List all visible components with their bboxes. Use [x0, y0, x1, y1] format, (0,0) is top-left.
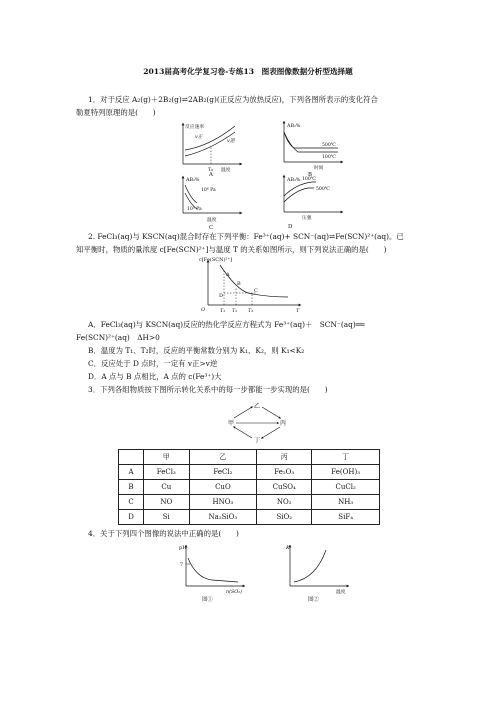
q1-chart-d	[278, 172, 358, 230]
node-yi: 乙	[254, 403, 261, 410]
chart-a-xlabel: 温度	[221, 168, 231, 173]
table-cell: Fe₂O₃	[257, 465, 312, 480]
chart-c-ylabel: AB₂%	[186, 178, 200, 183]
table-header-row	[119, 450, 380, 465]
table-cell: CuO	[189, 480, 257, 495]
table-cell: Na₂SiO₃	[189, 510, 257, 525]
chart-c-caption: C	[209, 225, 214, 229]
q3-options-table	[118, 449, 380, 525]
chart-d-s1: 100℃	[302, 177, 316, 182]
q2-option-a-line2: Fe(SCN)²⁺(aq) ΔH>0	[76, 333, 160, 342]
chart-c-xlabel: 温度	[207, 218, 217, 223]
q2-option-d: D．A 点与 B 点相比，A 点的 c(Fe³⁺)大	[88, 372, 222, 381]
table-cell: C	[119, 495, 144, 510]
node-ding: 丁	[254, 437, 261, 444]
q2-t1: T₁	[220, 309, 226, 314]
chart-a-caption: A	[209, 172, 213, 176]
table-cell: B	[119, 480, 144, 495]
chart-a-t0: T₀	[208, 168, 214, 173]
chart-c-s2: 10⁵ Pa	[187, 207, 202, 212]
q2-t2: T₂	[232, 309, 238, 314]
v-reverse-curve	[185, 132, 235, 156]
q2-t3: T₃	[248, 309, 254, 314]
table-cell: SiO₂	[257, 510, 312, 525]
header-cell: 甲	[144, 450, 190, 465]
chart-a-vpos: v正	[195, 135, 203, 140]
table-cell: A	[119, 465, 144, 480]
q2-option-a-line1: A．FeCl₃(aq)与 KSCN(aq)反应的热化学反应方程式为 Fe³⁺(aq)＋ SCN⁻(aq)══	[88, 320, 365, 329]
q2-option-b: B．温度为 T₁、T₂时，反应的平衡常数分别为 K₁、K₂，则 K₁<K₂	[88, 346, 305, 355]
chart-d-ylabel: AB₂%	[287, 178, 301, 183]
chart-d-s2: 500℃	[316, 187, 330, 192]
fig1-xlabel: n(SO₂)	[226, 590, 242, 595]
k-curve	[294, 550, 326, 582]
fig1-tick: 7	[180, 563, 184, 568]
table-cell: Si	[144, 510, 190, 525]
q2-stem-line2: 知平衡时，物质的量浓度 c[Fe(SCN)²⁺]与温度 T 的关系如图所示，则下列说法正确的是( )	[76, 245, 387, 254]
node-bing: 丙	[280, 420, 287, 427]
q1-chart-b	[278, 118, 358, 176]
table-cell: SiF₄	[312, 510, 380, 525]
table-cell: D	[119, 510, 144, 525]
q2-xlabel: T	[296, 308, 300, 314]
chart-b-xlabel: 时间	[314, 166, 324, 171]
point-a: A	[226, 272, 230, 278]
q2-origin: O	[201, 307, 206, 313]
table-cell: NH₃	[312, 495, 380, 510]
fig1-ylabel: pH	[179, 545, 187, 551]
chart-b-s1: 500℃	[322, 143, 336, 148]
q2-ylabel: c[Fe(SCN)²⁺]	[199, 257, 233, 263]
table-cell: Cu	[144, 480, 190, 495]
chart-b-ylabel: AB₂%	[287, 124, 301, 129]
table-cell: NO	[144, 495, 190, 510]
point-c: C	[254, 288, 258, 294]
table-cell: CuCl₂	[312, 480, 380, 495]
chart-c-s1: 10⁶ Pa	[201, 188, 216, 193]
q1-chart-a	[175, 120, 255, 176]
point-d: D	[219, 293, 224, 299]
table-row	[119, 480, 380, 495]
q1-stem-line1: 1．对于反应 A₂(g)＋2B₂(g)⇌2AB₂(g)(正反应为放热反应)，下列各图所表示的变化符合	[88, 95, 378, 104]
point-b: B	[237, 281, 241, 287]
table-cell: CuSO₄	[257, 480, 312, 495]
q2-chart	[196, 255, 312, 315]
header-cell	[119, 450, 144, 465]
q4-figure-1	[176, 542, 254, 604]
q1-stem-line2: 勒夏特列原理的是( )	[76, 108, 156, 117]
table-cell: HNO₃	[189, 495, 257, 510]
table-row	[119, 510, 380, 525]
chart-a-ylabel: 反应速率	[185, 125, 205, 130]
table-cell: NO₂	[257, 495, 312, 510]
fig2-caption: 图②	[308, 597, 319, 603]
table-cell: Fe(OH)₃	[312, 465, 380, 480]
chart-b-s2: 100℃	[322, 155, 336, 160]
header-cell: 丁	[312, 450, 380, 465]
fig2-ylabel: K	[286, 545, 290, 551]
table-cell: FeCl₃	[144, 465, 190, 480]
q2-stem-line1: 2. FeCl₃(aq)与 KSCN(aq)混合时存在下列平衡：Fe³⁺(aq)+ SCN⁻(aq)⇌Fe(SCN)²⁺(aq)。已	[88, 232, 404, 241]
table-cell: FeCl₂	[189, 465, 257, 480]
q1-chart-c	[175, 173, 255, 229]
header-cell: 丙	[257, 450, 312, 465]
ph-curve	[188, 558, 238, 582]
chart-d-caption: D	[288, 224, 293, 230]
b-100-curve	[284, 132, 338, 152]
q4-figure-2	[282, 542, 360, 604]
page-title: 2013届高考化学复习卷-专练13 图表图像数据分析型选择题	[143, 67, 353, 76]
fig1-caption: 图①	[202, 597, 213, 603]
q3-stem: 3．下列各组物质按下图所示转化关系中的每一步都能一步实现的是( )	[88, 385, 328, 394]
fig2-xlabel: 温度	[336, 590, 346, 595]
q2-option-c: C．反应处于 D 点时，一定有 v正>v逆	[88, 359, 218, 368]
q3-conversion-diagram	[226, 398, 292, 446]
q4-stem: 4．关于下列四个图像的说法中正确的是( )	[88, 529, 239, 538]
table-row	[119, 495, 380, 510]
node-jia: 甲	[228, 420, 235, 427]
chart-a-vrev: v逆	[227, 139, 235, 144]
chart-d-xlabel: 压强	[302, 216, 312, 221]
header-cell: 乙	[189, 450, 257, 465]
chart-b-caption: B	[308, 172, 312, 176]
table-row	[119, 465, 380, 480]
